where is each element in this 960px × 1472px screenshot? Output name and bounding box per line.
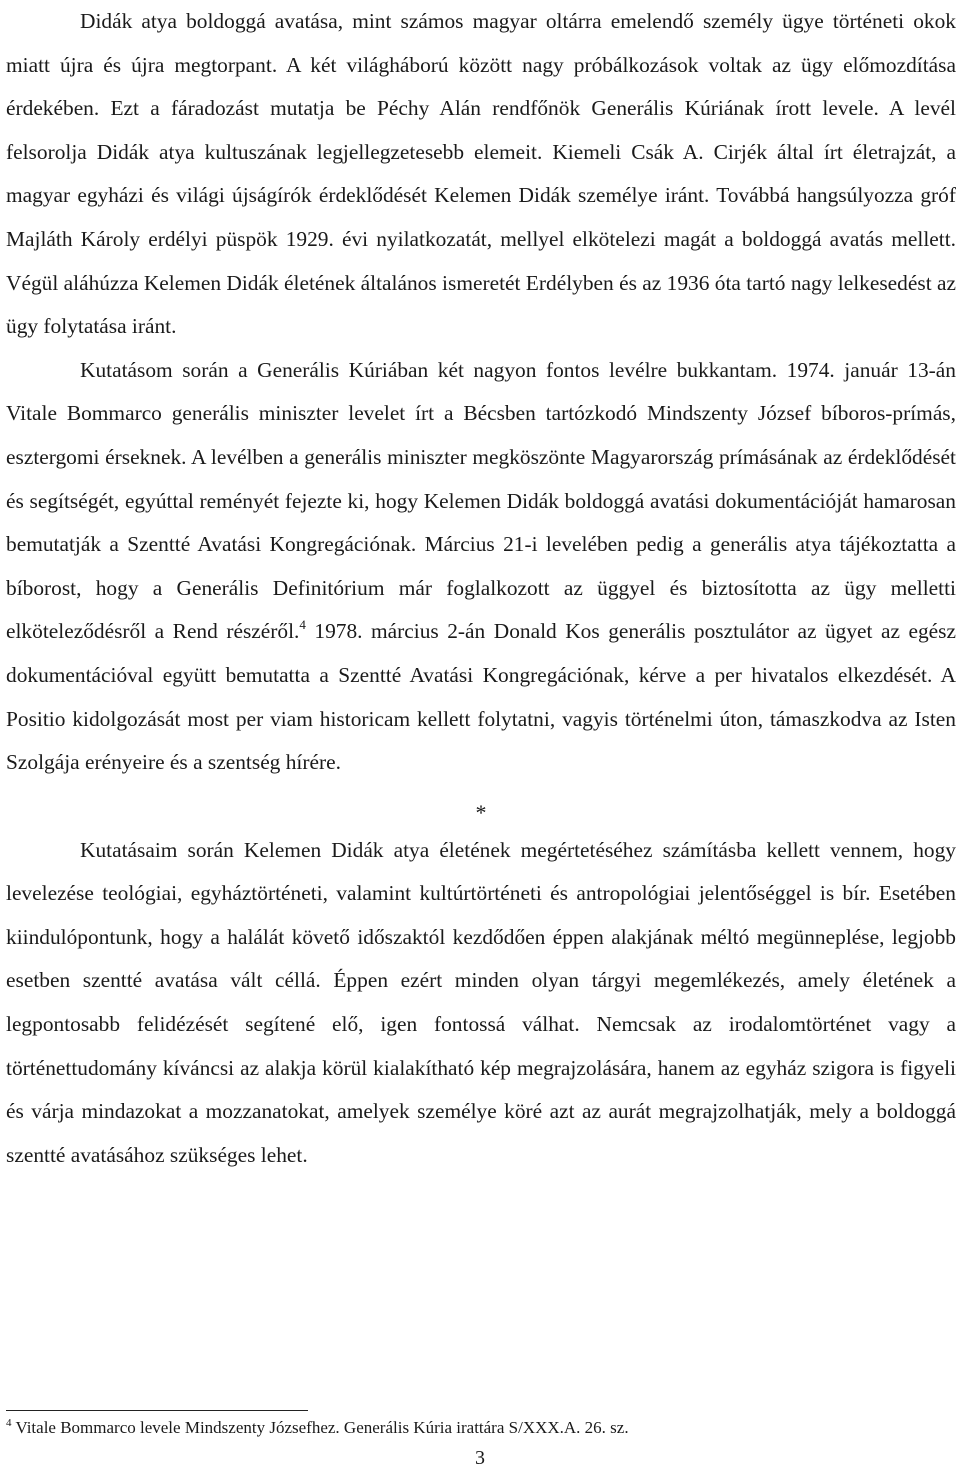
footnote: [6, 1418, 629, 1438]
footnote-text: Vitale Bommarco levele Mindszenty Józsefhez. Generális Kúria irattára S/XXX.A. 26. sz.: [11, 1418, 629, 1437]
paragraph-2: [6, 349, 956, 785]
section-separator: *: [475, 799, 487, 825]
page-number: 3: [475, 1447, 485, 1469]
footnote-number: 4: [6, 1417, 12, 1429]
paragraph-2-text-b: 1978. március 2-án Donald Kos generális posztulátor az ügyet az egész dokumentációval együtt bemutatta a Szentté Avatási Kongregációnak, kérve a per hivatalos elkezdését. A Positio kidolgozását most per viam historicam kellett folytatni, vagyis történelmi úton, támaszkodva az Isten Szolgája erényeire és a szentség hírére.: [6, 619, 956, 775]
paragraph-3: Kutatásaim során Kelemen Didák atya életének megértetéséhez számításba kellett vennem, hogy levelezése teológiai, egyháztörténeti, valamint kultúrtörténeti és antropológiai jelentőséggel is bír. Esetében kiindulópontunk, hogy a halálát követő időszaktól kezdődően éppen alakjának méltó megünneplése, legjobb esetben szentté avatása vált céllá. Éppen ezért minden olyan tárgyi megemlékezés, amely életének a legpontosabb felidézését segítené elő, igen fontossá válhat. Nemcsak az irodalomtörténet vagy a történettudomány kíváncsi az alakja körül kialakítható kép megrajzolására, hanem az egyház szigora is figyeli és várja mindazokat a mozzanatokat, amelyek személye köré azt az aurát megrajzolhatják, mely a boldoggá szentté avatásához szükséges lehet.: [6, 837, 956, 1167]
document-page: [6, 0, 956, 1177]
footnote-divider: [6, 1410, 308, 1411]
paragraph-1: Didák atya boldoggá avatása, mint számos magyar oltárra emelendő személy ügye történeti okok miatt újra és újra megtorpant. A két világháború között nagy próbálkozások voltak az ügy előmozdítása érdekében. Ezt a fáradozást mutatja be Péchy Alán rendfőnök Generális Kúriának írott levele. A levél felsorolja Didák atya kultuszának legjellegzetesebb elemeit. Kiemeli Csák A. Cirjék által írt életrajzát, a magyar egyházi és világi újságírók érdeklődését Kelemen Didák személye iránt. Továbbá hangsúlyozza gróf Majláth Károly erdélyi püspök 1929. évi nyilatkozatát, mellyel elkötelezi magát a boldoggá avatás mellett. Végül aláhúzza Kelemen Didák életének általános ismeretét Erdélyben és az 1936 óta tartó nagy lelkesedést az ügy folytatása iránt.: [6, 9, 956, 339]
paragraph-2-text-a: Kutatásom során a Generális Kúriában két nagyon fontos levélre bukkantam. 1974. január 13-án Vitale Bommarco generális miniszter levelet írt a Bécsben tartózkodó Mindszenty József bíboros-prímás, esztergomi érseknek. A levélben a generális miniszter megköszönte Magyarország prímásának az érdeklődését és segítségét, egyúttal reményét fejezte ki, hogy Kelemen Didák boldoggá avatási dokumentációját hamarosan bemutatják a Szentté Avatási Kongregációnak. Március 21-i levelében pedig a generális atya tájékoztatta a bíborost, hogy a Generális Definitórium már foglalkozott az üggyel és biztosította az ügy melletti elköteleződésről a Rend részéről.: [6, 357, 956, 644]
footnote-reference[interactable]: 4: [299, 617, 306, 633]
